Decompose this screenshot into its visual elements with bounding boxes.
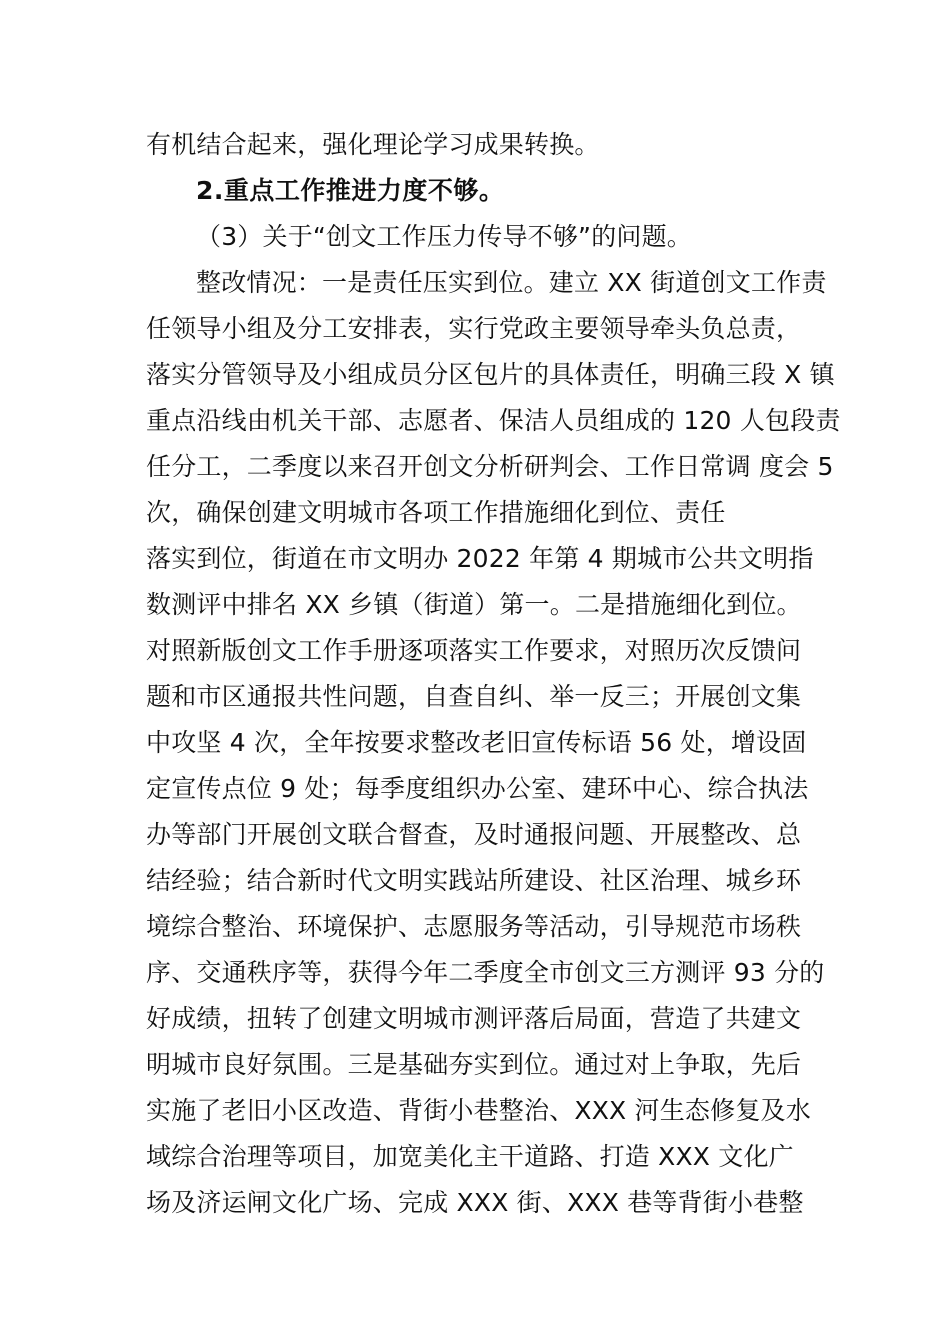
paragraph-line: 场及济运闸文化广场、完成 XXX 街、XXX 巷等背街小巷整 <box>146 1188 804 1217</box>
subsection-heading: （3）关于“创文工作压力传导不够”的问题。 <box>196 222 693 251</box>
paragraph-line: 定宣传点位 9 处；每季度组织办公室、建环中心、综合执法 <box>146 774 809 803</box>
paragraph-line: 题和市区通报共性问题，自查自纠、举一反三；开展创文集 <box>146 682 802 711</box>
paragraph-line: 任领导小组及分工安排表，实行党政主要领导牵头负总责， <box>146 314 802 343</box>
paragraph-line: 重点沿线由机关干部、志愿者、保洁人员组成的 120 人包段责 <box>146 406 841 435</box>
paragraph-line: 域综合治理等项目，加宽美化主干道路、打造 XXX 文化广 <box>146 1142 794 1171</box>
paragraph-line: 落实分管领导及小组成员分区包片的具体责任，明确三段 X 镇 <box>146 360 835 389</box>
paragraph-line: 整改情况：一是责任压实到位。建立 XX 街道创文工作责 <box>196 268 827 297</box>
paragraph-line: 落实到位，街道在市文明办 2022 年第 4 期城市公共文明指 <box>146 544 814 573</box>
paragraph-line: 序、交通秩序等，获得今年二季度全市创文三方测评 93 分的 <box>146 958 825 987</box>
paragraph-line: 好成绩，扭转了创建文明城市测评落后局面，营造了共建文 <box>146 1004 802 1033</box>
paragraph-line: 境综合整治、环境保护、志愿服务等活动，引导规范市场秩 <box>146 912 802 941</box>
paragraph-line: 数测评中排名 XX 乡镇（街道）第一。二是措施细化到位。 <box>146 590 802 619</box>
paragraph-line: 实施了老旧小区改造、背街小巷整治、XXX 河生态修复及水 <box>146 1096 811 1125</box>
text-line: 有机结合起来，强化理论学习成果转换。 <box>146 130 600 159</box>
paragraph-line: 结经验；结合新时代文明实践站所建设、社区治理、城乡环 <box>146 866 802 895</box>
paragraph-line: 明城市良好氛围。三是基础夯实到位。通过对上争取，先后 <box>146 1050 802 1079</box>
paragraph-line: 对照新版创文工作手册逐项落实工作要求，对照历次反馈问 <box>146 636 802 665</box>
section-heading: 2.重点工作推进力度不够。 <box>196 176 505 205</box>
paragraph-line: 任分工，二季度以来召开创文分析研判会、工作日常调 度会 5 <box>146 452 834 481</box>
paragraph-line: 次，确保创建文明城市各项工作措施细化到位、责任 <box>146 498 726 527</box>
paragraph-line: 办等部门开展创文联合督查，及时通报问题、开展整改、总 <box>146 820 802 849</box>
paragraph-line: 中攻坚 4 次，全年按要求整改老旧宣传标语 56 处，增设固 <box>146 728 807 757</box>
